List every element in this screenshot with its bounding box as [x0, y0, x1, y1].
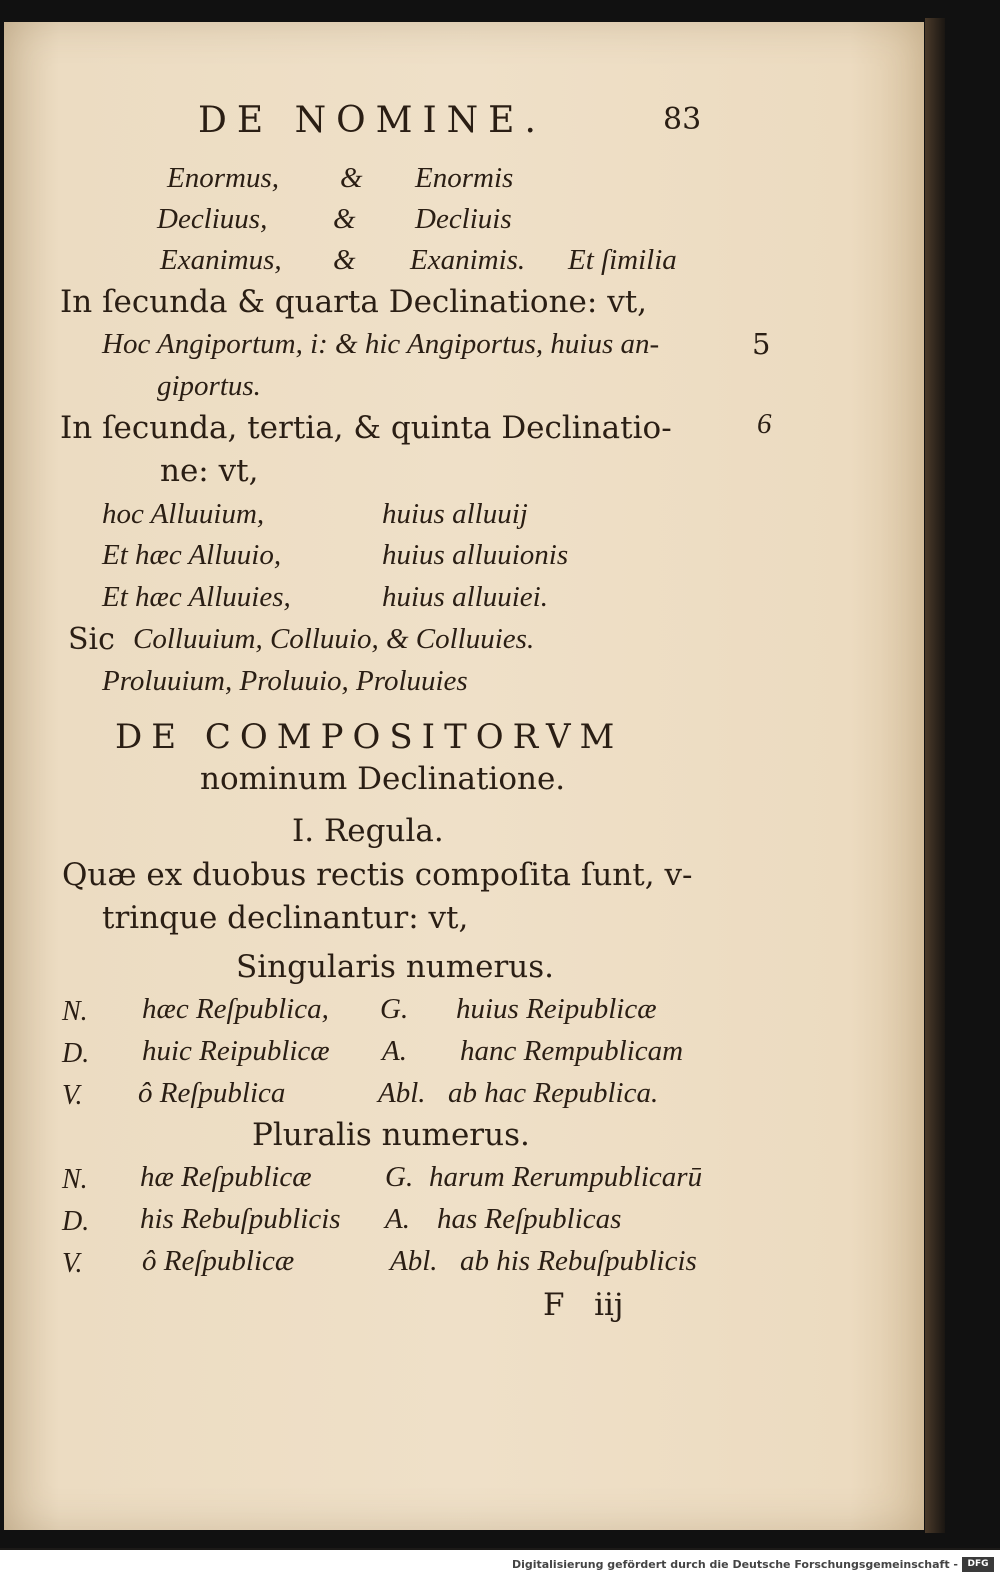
rule-text: trinque declinantur: vt,	[102, 900, 469, 936]
text-line: &	[333, 203, 356, 235]
funding-credit: Digitalisierung gefördert durch die Deutsche Forschungsgemeinschaft -	[511, 1558, 958, 1571]
case-form: has Reſpublicas	[437, 1203, 622, 1235]
case-form: harum Rerumpublicarū	[429, 1161, 703, 1193]
section-title: DE COMPOSITORVM	[115, 717, 624, 757]
dfg-logo: DFG	[962, 1557, 994, 1572]
text-line: Enormus,	[167, 162, 279, 194]
singular-heading: Singularis numerus.	[236, 949, 555, 985]
case-form: hæc Reſpublica,	[142, 993, 329, 1025]
text-line: Colluuium, Colluuio, & Colluuies.	[133, 623, 535, 655]
case-label: D.	[62, 1038, 90, 1069]
text-line: Proluuium, Proluuio, Proluuies	[102, 665, 468, 697]
text-line: Et hæc Alluuies,	[102, 581, 291, 613]
text-line: huius alluuij	[382, 498, 528, 530]
running-title: DE NOMINE.	[198, 100, 546, 141]
case-label: Abl.	[390, 1245, 438, 1277]
signature-mark: F iij	[543, 1287, 624, 1323]
text-line: hoc Alluuium,	[102, 498, 265, 530]
case-label: G.	[380, 993, 409, 1025]
case-form: huius Reipublicæ	[456, 993, 657, 1025]
text-line: Et ſimilia	[568, 244, 677, 276]
case-label: G.	[385, 1161, 414, 1193]
text-line: In ſecunda, tertia, & quinta Declinatio-	[60, 410, 672, 446]
case-form: huic Reipublicæ	[142, 1035, 330, 1067]
case-label: D.	[62, 1206, 90, 1237]
case-label: V.	[62, 1248, 83, 1279]
text-line: giportus.	[157, 370, 261, 402]
text-line: ne: vt,	[160, 453, 259, 489]
plural-heading: Pluralis numerus.	[252, 1117, 530, 1153]
margin-number: 6	[757, 408, 772, 440]
case-label: Abl.	[378, 1077, 426, 1109]
rule-title: I. Regula.	[292, 813, 444, 849]
text-line: Decliuus,	[157, 203, 268, 235]
text-line: Sic	[68, 622, 115, 657]
text-line: Hoc Angiportum, i: & hic Angiportus, huius an-	[102, 328, 660, 360]
case-form: his Rebuſpublicis	[140, 1203, 341, 1235]
text-line: huius alluuiei.	[382, 581, 548, 613]
section-subtitle: nominum Declinatione.	[200, 761, 566, 797]
case-form: ô Reſpublica	[138, 1077, 286, 1109]
case-form: hæ Reſpublicæ	[140, 1161, 312, 1193]
text-line: huius alluuionis	[382, 539, 569, 571]
text-line: &	[333, 244, 356, 276]
text-line: Enormis	[415, 162, 514, 194]
margin-number: 5	[752, 327, 771, 361]
case-form: ab hac Republica.	[448, 1077, 659, 1109]
case-label: N.	[62, 996, 88, 1027]
case-form: ô Reſpublicæ	[142, 1245, 295, 1277]
text-line: Exanimus,	[160, 244, 282, 276]
case-form: ab his Rebuſpublicis	[460, 1245, 697, 1277]
text-line: In ſecunda & quarta Declinatione: vt,	[60, 284, 648, 320]
rule-text: Quæ ex duobus rectis compoſita ſunt, v-	[62, 857, 693, 893]
text-line: Exanimis.	[410, 244, 526, 276]
case-label: N.	[62, 1164, 88, 1195]
text-line: &	[340, 162, 363, 194]
footer-bar	[0, 1550, 1000, 1584]
text-line: Et hæc Alluuio,	[102, 539, 282, 571]
case-label: A.	[382, 1035, 407, 1067]
page-number: 83	[663, 102, 702, 137]
case-label: A.	[385, 1203, 410, 1235]
book-edge	[925, 18, 945, 1533]
case-form: hanc Rempublicam	[460, 1035, 684, 1067]
case-label: V.	[62, 1080, 83, 1111]
text-line: Decliuis	[415, 203, 512, 235]
